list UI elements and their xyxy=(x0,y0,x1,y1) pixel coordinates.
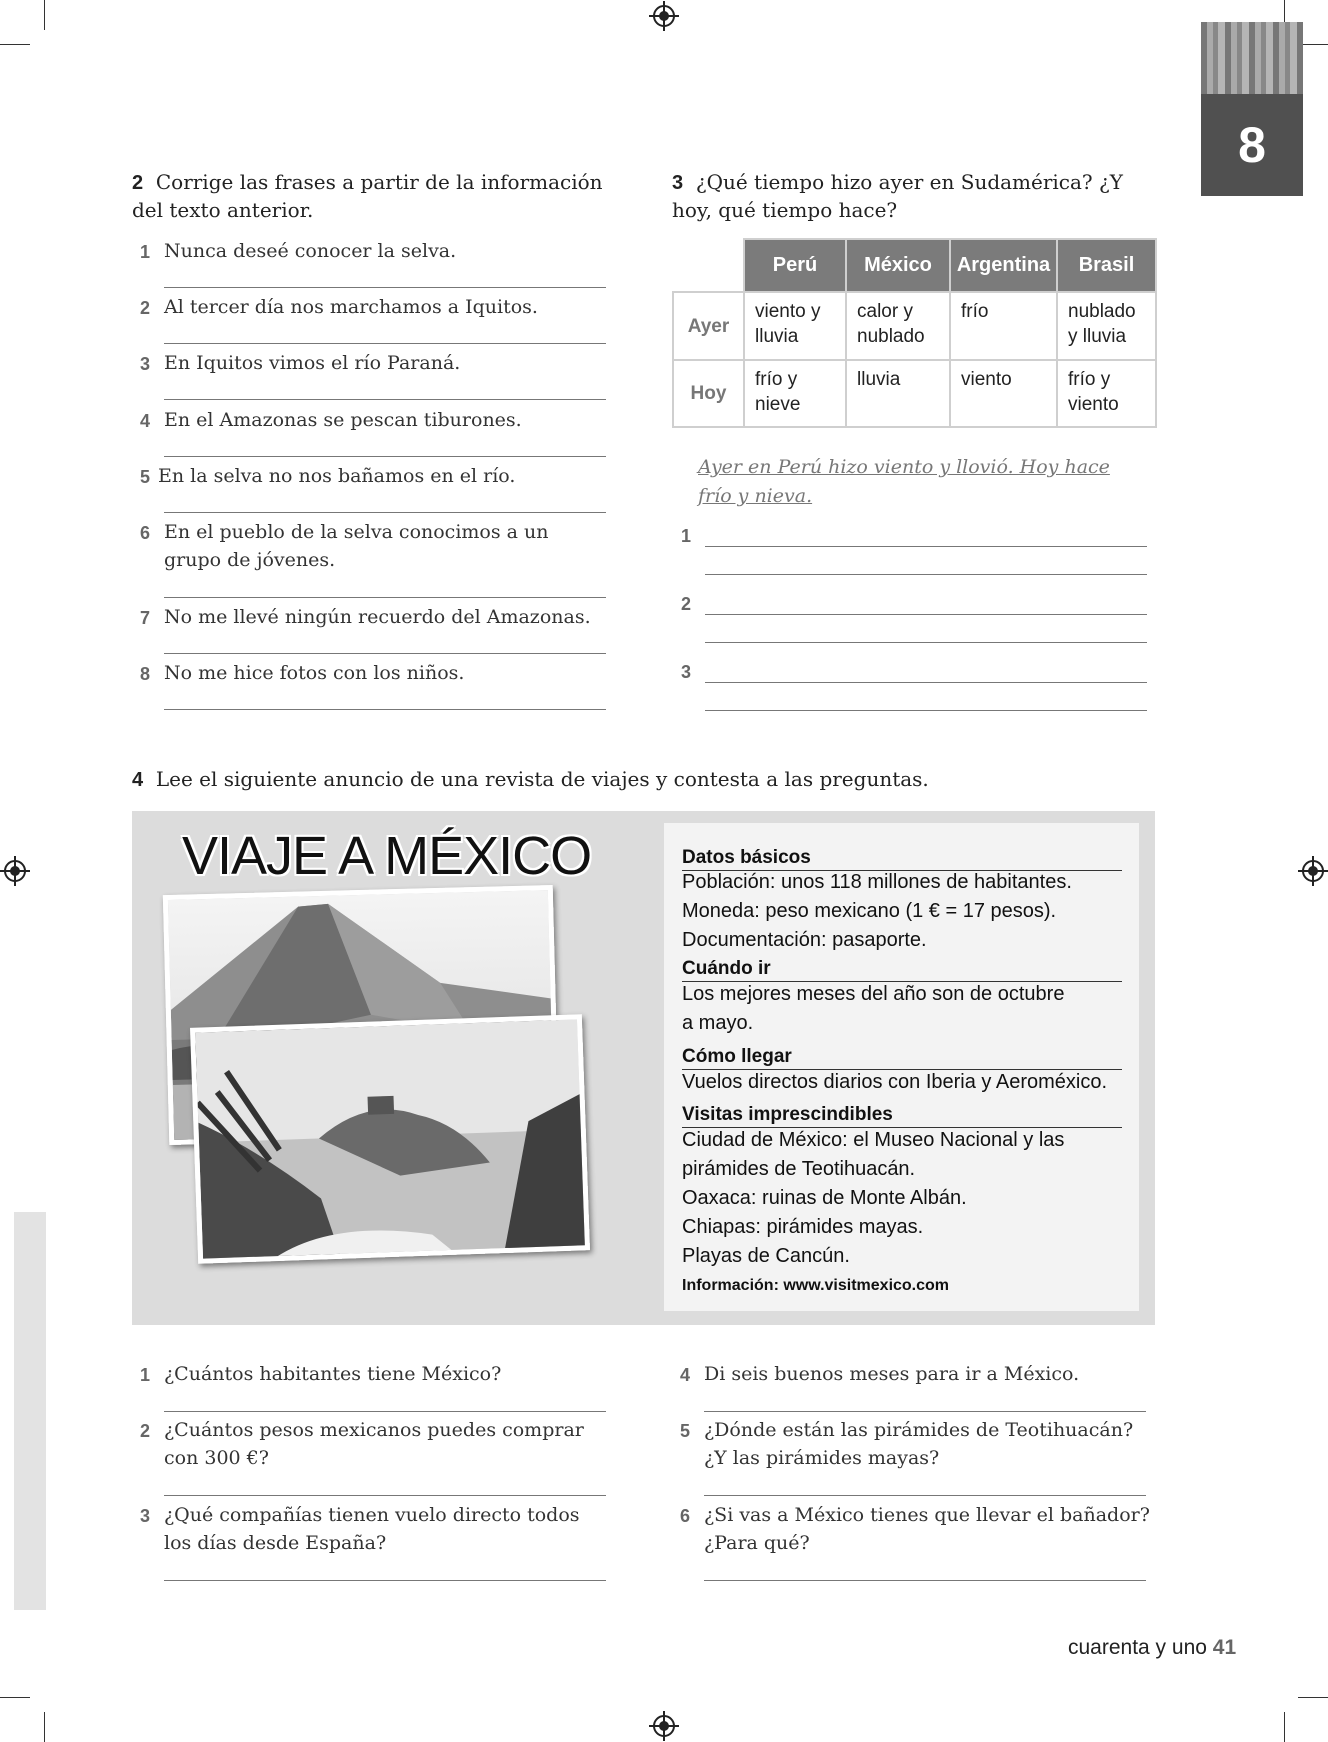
exercise-3-heading xyxy=(672,169,1152,224)
table-cell: nublado y lluvia xyxy=(1057,292,1156,360)
table-row xyxy=(673,360,1156,427)
beach-photo xyxy=(190,1014,590,1264)
answer-line[interactable] xyxy=(164,399,606,400)
weather-table xyxy=(672,238,1157,428)
item-text: Al tercer día nos marchamos a Iquitos. xyxy=(164,296,538,318)
answer-line[interactable] xyxy=(705,574,1147,575)
registration-mark-icon xyxy=(4,860,26,882)
question-text: ¿Dónde están las pirámides de Teotihuacán? ¿Y las pirámides mayas? xyxy=(704,1419,1134,1469)
table-cell: lluvia xyxy=(846,360,950,427)
section-heading: Visitas imprescindibles xyxy=(682,1103,1122,1128)
info-line: Oaxaca: ruinas de Monte Albán. xyxy=(682,1187,967,1209)
item-text: No me llevé ningún recuerdo del Amazonas. xyxy=(164,606,591,628)
column-header: Perú xyxy=(744,239,846,292)
section-heading: Datos básicos xyxy=(682,846,1122,871)
item-number: 3 xyxy=(140,1506,151,1526)
info-line: Vuelos directos diarios con Iberia y Aeroméxico. xyxy=(682,1071,1108,1093)
answer-line[interactable] xyxy=(164,1411,606,1412)
crop-mark xyxy=(44,1712,45,1742)
item-number: 5 xyxy=(140,467,151,487)
section-heading: Cuándo ir xyxy=(682,957,1122,982)
table-row xyxy=(673,292,1156,360)
item-number: 3 xyxy=(140,354,151,374)
answer-line[interactable] xyxy=(705,642,1147,643)
answer-line[interactable] xyxy=(704,1411,1146,1412)
item-text: No me hice fotos con los niños. xyxy=(164,662,465,684)
item-number: 6 xyxy=(140,523,151,543)
advert-title: VIAJE A MÉXICO xyxy=(182,826,592,886)
travel-advert xyxy=(132,811,1155,1325)
unit-tab-texture xyxy=(1201,22,1303,94)
side-strip xyxy=(14,1212,46,1610)
answer-number: 3 xyxy=(681,662,692,682)
crop-mark xyxy=(44,0,45,30)
beach-image xyxy=(195,1019,590,1264)
question-text: Di seis buenos meses para ir a México. xyxy=(704,1363,1080,1385)
answer-line[interactable] xyxy=(164,343,606,344)
answer-line[interactable] xyxy=(705,614,1147,615)
item-number: 7 xyxy=(140,608,151,628)
table-corner xyxy=(673,239,744,292)
item-text: En Iquitos vimos el río Paraná. xyxy=(164,352,461,374)
question-text: ¿Cuántos habitantes tiene México? xyxy=(164,1363,502,1385)
column-header: México xyxy=(846,239,950,292)
exercise-instruction: ¿Qué tiempo hizo ayer en Sudamérica? ¿Y hoy, qué tiempo hace? xyxy=(672,170,1123,222)
registration-mark-icon xyxy=(653,1715,675,1737)
question-text: ¿Cuántos pesos mexicanos puedes comprar con 300 €? xyxy=(164,1419,584,1469)
info-line: Documentación: pasaporte. xyxy=(682,929,927,951)
info-line: a mayo. xyxy=(682,1012,754,1034)
example-answer: Ayer en Perú hizo viento y llovió. Hoy hace frío y nieva. xyxy=(698,456,1110,507)
registration-mark-icon xyxy=(1302,860,1324,882)
item-number: 2 xyxy=(140,1421,151,1441)
info-line: Población: unos 118 millones de habitantes. xyxy=(682,871,1072,893)
answer-line[interactable] xyxy=(705,710,1147,711)
answer-line[interactable] xyxy=(164,597,606,598)
answer-line[interactable] xyxy=(164,287,606,288)
question-text: ¿Qué compañías tienen vuelo directo todos los días desde España? xyxy=(164,1504,580,1554)
exercise-2-heading xyxy=(132,169,622,224)
answer-line[interactable] xyxy=(164,1580,606,1581)
table-cell: frío y nieve xyxy=(744,360,846,427)
info-line: Playas de Cancún. xyxy=(682,1245,850,1267)
item-number: 2 xyxy=(140,298,151,318)
page-number: 41 xyxy=(1212,1636,1237,1659)
info-website: Información: www.visitmexico.com xyxy=(682,1277,950,1294)
row-header: Ayer xyxy=(673,292,744,360)
unit-number: 8 xyxy=(1201,94,1303,196)
answer-number: 2 xyxy=(681,594,692,614)
item-text: En el Amazonas se pescan tiburones. xyxy=(164,409,522,431)
item-number: 1 xyxy=(140,1365,151,1385)
answer-line[interactable] xyxy=(164,653,606,654)
item-number: 1 xyxy=(140,242,151,262)
item-text: Nunca deseé conocer la selva. xyxy=(164,240,457,262)
exercise-instruction: Lee el siguiente anuncio de una revista de viajes y contesta a las preguntas. xyxy=(155,767,929,791)
table-header-row xyxy=(673,239,1156,292)
crop-mark xyxy=(0,44,30,45)
info-line: Ciudad de México: el Museo Nacional y las xyxy=(682,1129,1065,1151)
item-number: 6 xyxy=(680,1506,691,1526)
table-cell: frío y viento xyxy=(1057,360,1156,427)
answer-number: 1 xyxy=(681,526,692,546)
answer-line[interactable] xyxy=(164,1495,606,1496)
item-number: 4 xyxy=(680,1365,691,1385)
table-cell: frío xyxy=(950,292,1057,360)
exercise-number: 2 xyxy=(132,172,144,194)
item-number: 8 xyxy=(140,664,151,684)
page-footer xyxy=(1068,1636,1236,1660)
registration-mark-icon xyxy=(653,5,675,27)
answer-line[interactable] xyxy=(704,1580,1146,1581)
column-header: Brasil xyxy=(1057,239,1156,292)
row-header: Hoy xyxy=(673,360,744,427)
exercise-instruction: Corrige las frases a partir de la información del texto anterior. xyxy=(132,170,603,222)
answer-line[interactable] xyxy=(164,456,606,457)
column-header: Argentina xyxy=(950,239,1057,292)
question-text: ¿Si vas a México tienes que llevar el bañador? ¿Para qué? xyxy=(704,1504,1150,1554)
item-number: 5 xyxy=(680,1421,691,1441)
item-text: En el pueblo de la selva conocimos a un grupo de jóvenes. xyxy=(164,521,549,571)
exercise-number: 3 xyxy=(672,172,684,194)
page-number-text: cuarenta y uno xyxy=(1068,1636,1207,1659)
crop-mark xyxy=(1298,1697,1328,1698)
item-text: En la selva no nos bañamos en el río. xyxy=(158,465,516,487)
table-cell: viento xyxy=(950,360,1057,427)
info-line: Los mejores meses del año son de octubre xyxy=(682,983,1065,1005)
exercise-4-heading xyxy=(132,766,1132,794)
info-line: Moneda: peso mexicano (1 € = 17 pesos). xyxy=(682,900,1057,922)
answer-line[interactable] xyxy=(164,512,606,513)
exercise-number: 4 xyxy=(132,769,144,791)
info-panel xyxy=(664,823,1139,1311)
info-line: Chiapas: pirámides mayas. xyxy=(682,1216,924,1238)
answer-line[interactable] xyxy=(705,682,1147,683)
item-number: 4 xyxy=(140,411,151,431)
info-line: pirámides de Teotihuacán. xyxy=(682,1158,916,1180)
answer-line[interactable] xyxy=(164,709,606,710)
crop-mark xyxy=(0,1697,30,1698)
table-cell: viento y lluvia xyxy=(744,292,846,360)
answer-line[interactable] xyxy=(705,546,1147,547)
table-cell: calor y nublado xyxy=(846,292,950,360)
section-heading: Cómo llegar xyxy=(682,1045,1122,1070)
crop-mark xyxy=(1284,1712,1285,1742)
answer-line[interactable] xyxy=(704,1495,1146,1496)
